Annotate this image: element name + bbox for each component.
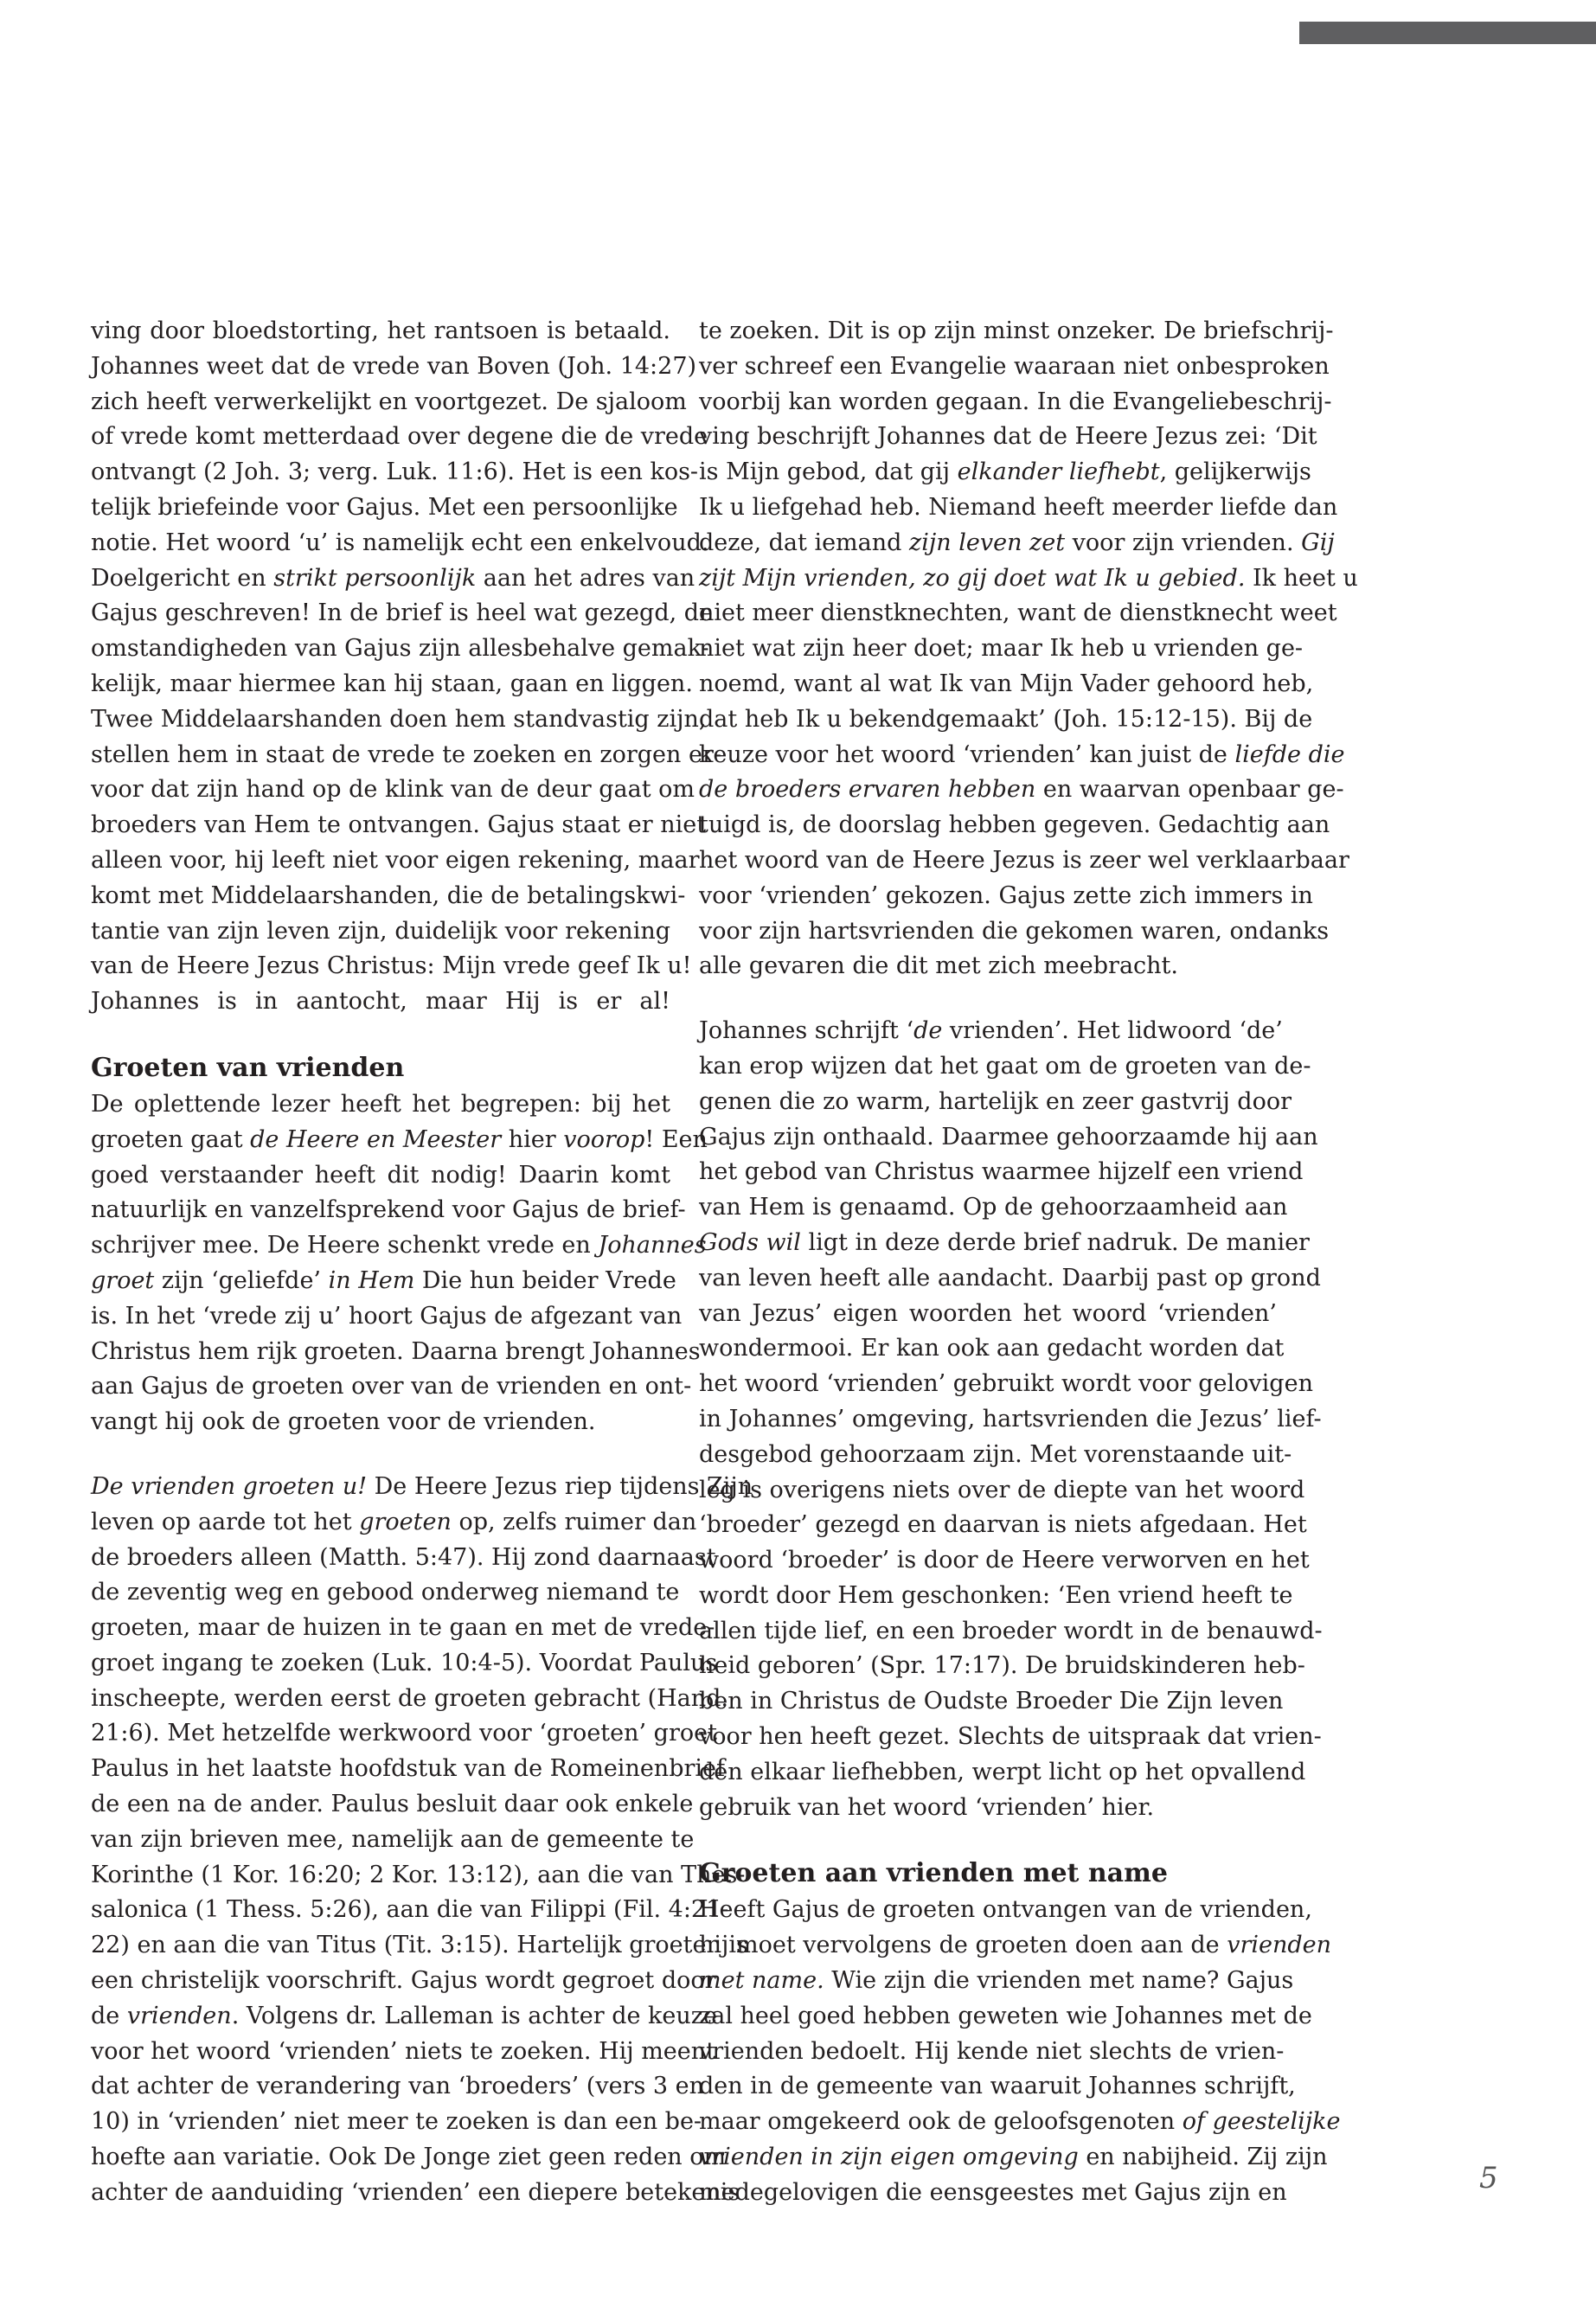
text-line: tuigd is, de doorslag hebben gegeven. Gedachtig aan xyxy=(699,811,1330,839)
text-line: tantie van zijn leven zijn, duidelijk voor rekening xyxy=(91,917,670,945)
text-line: niet meer dienstknechten, want de dienstknecht weet xyxy=(699,599,1337,627)
text-line: voor ‘vrienden’ gekozen. Gajus zette zich immers in xyxy=(699,881,1313,909)
text-line: vangt hij ook de groeten voor de vrienden. xyxy=(91,1408,596,1436)
text-line: den elkaar liefhebben, werpt licht op het opvallend xyxy=(699,1758,1306,1785)
text-line: hij moet vervolgens de groeten doen aan de vrienden xyxy=(699,1932,1332,1959)
text-line: deze, dat iemand zijn leven zet voor zijn vrienden. Gij xyxy=(699,529,1335,556)
text-line: groeten, maar de huizen in te gaan en met de vrede- xyxy=(91,1614,715,1642)
text-line: Ik u liefgehad heb. Niemand heeft meerder liefde dan xyxy=(699,493,1338,521)
text-line: leven op aarde tot het groeten op, zelfs ruimer dan xyxy=(91,1508,697,1535)
text-line: ving door bloedstorting, het rantsoen is betaald. xyxy=(91,317,670,344)
text-line: de broeders ervaren hebben en waarvan openbaar ge- xyxy=(699,776,1344,804)
text-line: ‘broeder’ gezegd en daarvan is niets afgedaan. Het xyxy=(699,1511,1307,1539)
text-line: genen die zo warm, hartelijk en zeer gastvrij door xyxy=(699,1087,1292,1115)
text-line: is. In het ‘vrede zij u’ hoort Gajus de afgezant van xyxy=(91,1302,683,1330)
text-line: Korinthe (1 Kor. 16:20; 2 Kor. 13:12), aan die van Thes- xyxy=(91,1861,746,1888)
text-line: de zeventig weg en gebood onderweg niemand te xyxy=(91,1579,680,1606)
text-line: een christelijk voorschrift. Gajus wordt gegroet door xyxy=(91,1967,716,1995)
paragraph xyxy=(91,314,721,1020)
text-line: Gajus zijn onthaald. Daarmee gehoorzaamde hij aan xyxy=(699,1123,1318,1150)
text-line: te zoeken. Dit is op zijn minst onzeker. De briefschrij- xyxy=(699,317,1334,344)
text-line: De vrienden groeten u! De Heere Jezus riep tijdens Zijn xyxy=(91,1472,753,1500)
text-line: Doelgericht en strikt persoonlijk aan het adres van xyxy=(91,564,695,592)
text-line: voor het woord ‘vrienden’ niets te zoeken. Hij meent xyxy=(91,2037,715,2065)
text-line: den in de gemeente van waaruit Johannes schrijft, xyxy=(699,2073,1296,2100)
text-line: voorbij kan worden gegaan. In die Evangeliebeschrij- xyxy=(699,388,1332,415)
text-line: vrienden in zijn eigen omgeving en nabijheid. Zij zijn xyxy=(699,2144,1328,2171)
text-line: van de Heere Jezus Christus: Mijn vrede geef Ik u! xyxy=(91,952,692,980)
left-column xyxy=(91,314,753,2211)
text-line: 22) en aan die van Titus (Tit. 3:15). Hartelijk groeten is xyxy=(91,1932,748,1959)
paragraph xyxy=(699,1014,1323,1825)
text-line: notie. Het woord ‘u’ is namelijk echt een enkelvoud. xyxy=(91,529,709,556)
text-line: broeders van Hem te ontvangen. Gajus staat er niet xyxy=(91,811,707,839)
text-line: kan erop wijzen dat het gaat om de groeten van de- xyxy=(699,1052,1311,1080)
text-line: Twee Middelaarshanden doen hem standvastig zijn, xyxy=(91,705,707,733)
section-heading: Groeten aan vrienden met name xyxy=(699,1858,1168,1889)
text-line: zal heel goed hebben geweten wie Johannes met de xyxy=(699,2002,1312,2029)
paragraph xyxy=(699,1893,1341,2210)
text-line: ben in Christus de Oudste Broeder Die Zijn leven xyxy=(699,1688,1284,1715)
text-line: ver schreef een Evangelie waaraan niet onbesproken xyxy=(699,352,1330,380)
text-line: Christus hem rijk groeten. Daarna brengt Johannes xyxy=(91,1337,701,1365)
text-line: dat heb Ik u bekendgemaakt’ (Joh. 15:12-15). Bij de xyxy=(699,705,1313,733)
paragraph xyxy=(699,314,1358,984)
text-line: heid geboren’ (Spr. 17:17). De bruidskinderen heb- xyxy=(699,1652,1305,1680)
text-line: allen tijde lief, en een broeder wordt in de benauwd- xyxy=(699,1617,1323,1644)
text-line: niet wat zijn heer doet; maar Ik heb u vrienden ge- xyxy=(699,635,1304,663)
text-line: schrijver mee. De Heere schenkt vrede en Johannes xyxy=(91,1232,707,1259)
text-line: 21:6). Met hetzelfde werkwoord voor ‘groeten’ groet xyxy=(91,1720,717,1747)
text-line: medegelovigen die eensgeestes met Gajus zijn en xyxy=(699,2178,1287,2206)
text-line: natuurlijk en vanzelfsprekend voor Gajus de brief- xyxy=(91,1196,686,1224)
text-line: voor dat zijn hand op de klink van de deur gaat om xyxy=(91,776,695,804)
text-line: woord ‘broeder’ is door de Heere verworven en het xyxy=(699,1547,1310,1574)
text-line: Heeft Gajus de groeten ontvangen van de vrienden, xyxy=(699,1896,1312,1924)
right-column xyxy=(699,314,1358,2211)
text-line: de broeders alleen (Matth. 5:47). Hij zond daarnaast xyxy=(91,1543,716,1571)
text-line: achter de aanduiding ‘vrienden’ een diepere betekenis xyxy=(91,2178,740,2206)
text-line: De oplettende lezer heeft het begrepen: bij het xyxy=(91,1090,670,1118)
text-line: Gajus geschreven! In de brief is heel wat gezegd, de xyxy=(91,599,714,627)
text-line: kelijk, maar hiermee kan hij staan, gaan en liggen. xyxy=(91,670,693,697)
text-line: zijt Mijn vrienden, zo gij doet wat Ik u gebied. Ik heet u xyxy=(699,564,1358,592)
text-line: is Mijn gebod, dat gij elkander liefhebt, gelijkerwijs xyxy=(699,458,1311,486)
section-heading: Groeten van vrienden xyxy=(91,1052,405,1083)
text-line: desgebod gehoorzaam zijn. Met vorenstaande uit- xyxy=(699,1440,1292,1468)
text-line: noemd, want al wat Ik van Mijn Vader gehoord heb, xyxy=(699,670,1314,697)
text-line: of vrede komt metterdaad over degene die de vrede xyxy=(91,423,708,451)
text-line: de vrienden. Volgens dr. Lalleman is achter de keuze xyxy=(91,2002,717,2029)
text-line: Johannes weet dat de vrede van Boven (Joh. 14:27) xyxy=(91,352,697,380)
text-line: wondermooi. Er kan ook aan gedacht worden dat xyxy=(699,1335,1285,1362)
text-line: hoefte aan variatie. Ook De Jonge ziet geen reden om xyxy=(91,2144,727,2171)
text-line: van Jezus’ eigen woorden het woord ‘vrienden’ xyxy=(699,1299,1277,1327)
text-line: gebruik van het woord ‘vrienden’ hier. xyxy=(699,1793,1155,1821)
text-line: het gebod van Christus waarmee hijzelf een vriend xyxy=(699,1158,1304,1186)
text-line: ontvangt (2 Joh. 3; verg. Luk. 11:6). Het is een kos- xyxy=(91,458,699,486)
text-line: in Johannes’ omgeving, hartsvrienden die Jezus’ lief- xyxy=(699,1405,1322,1433)
text-line: inscheepte, werden eerst de groeten gebracht (Hand. xyxy=(91,1684,729,1712)
text-line: vrienden bedoelt. Hij kende niet slechts de vrien- xyxy=(699,2037,1285,2065)
text-line: voor zijn hartsvrienden die gekomen waren, ondanks xyxy=(699,917,1330,945)
text-line: Gods wil ligt in deze derde brief nadruk. De manier xyxy=(699,1228,1310,1256)
text-line: Johannes is in aantocht, maar Hij is er al! xyxy=(91,988,670,1016)
text-line: aan Gajus de groeten over van de vrienden en ont- xyxy=(91,1373,692,1400)
text-line: leg is overigens niets over de diepte van het woord xyxy=(699,1476,1305,1503)
text-line: voor hen heeft gezet. Slechts de uitspraak dat vrien- xyxy=(699,1723,1322,1751)
text-line: het woord ‘vrienden’ gebruikt wordt voor gelovigen xyxy=(699,1370,1313,1398)
text-line: groet zijn ‘geliefde’ in Hem Die hun beider Vrede xyxy=(91,1266,676,1294)
text-line: groeten gaat de Heere en Meester hier voorop! Een xyxy=(91,1125,708,1153)
text-line: dat achter de verandering van ‘broeders’ (vers 3 en xyxy=(91,2073,705,2100)
text-line: salonica (1 Thess. 5:26), aan die van Filippi (Fil. 4:21- xyxy=(91,1896,729,1924)
text-line: van zijn brieven mee, namelijk aan de gemeente te xyxy=(91,1825,695,1853)
text-line: alle gevaren die dit met zich meebracht. xyxy=(699,952,1178,980)
text-line: keuze voor het woord ‘vrienden’ kan juist de liefde die xyxy=(699,740,1345,768)
text-line: wordt door Hem geschonken: ‘Een vriend heeft te xyxy=(699,1581,1293,1609)
text-line: Johannes schrijft ‘de vrienden’. Het lidwoord ‘de’ xyxy=(699,1017,1283,1045)
text-line: van leven heeft alle aandacht. Daarbij past op grond xyxy=(699,1264,1321,1292)
text-line: groet ingang te zoeken (Luk. 10:4-5). Voordat Paulus xyxy=(91,1649,718,1676)
text-line: met name. Wie zijn die vrienden met name? Gajus xyxy=(699,1967,1294,1995)
text-line: de een na de ander. Paulus besluit daar ook enkele xyxy=(91,1791,694,1818)
text-line: 10) in ‘vrienden’ niet meer te zoeken is dan een be- xyxy=(91,2108,702,2136)
text-line: maar omgekeerd ook de geloofsgenoten of geestelijke xyxy=(699,2108,1341,2136)
text-line: alleen voor, hij leeft niet voor eigen rekening, maar xyxy=(91,846,700,874)
text-line: komt met Middelaarshanden, die de betalingskwi- xyxy=(91,881,686,909)
page-number: 5 xyxy=(1479,2161,1498,2195)
text-line: van Hem is genaamd. Op de gehoorzaamheid aan xyxy=(699,1194,1288,1221)
paragraph xyxy=(91,1087,708,1440)
text-line: het woord van de Heere Jezus is zeer wel verklaarbaar xyxy=(699,846,1349,874)
text-line: zich heeft verwerkelijkt en voortgezet. De sjaloom xyxy=(91,388,687,415)
text-line: stellen hem in staat de vrede te zoeken en zorgen er- xyxy=(91,740,721,768)
text-line: Paulus in het laatste hoofdstuk van de Romeinenbrief xyxy=(91,1755,725,1783)
top-bar xyxy=(1299,22,1596,44)
text-line: omstandigheden van Gajus zijn allesbehalve gemak- xyxy=(91,635,709,663)
paragraph xyxy=(91,1470,753,2211)
text-line: telijk briefeinde voor Gajus. Met een persoonlijke xyxy=(91,493,678,521)
text-line: goed verstaander heeft dit nodig! Daarin komt xyxy=(91,1161,670,1189)
text-line: ving beschrijft Johannes dat de Heere Jezus zei: ‘Dit xyxy=(699,423,1317,451)
